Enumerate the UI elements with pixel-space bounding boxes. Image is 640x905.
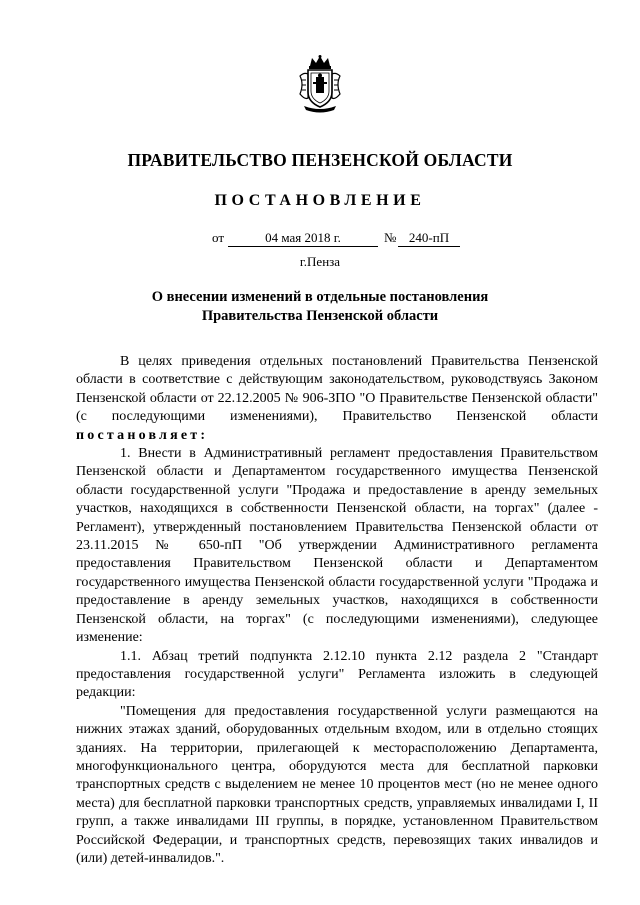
- city: г.Пенза: [299, 254, 341, 269]
- resolution-word: постановляет:: [76, 427, 209, 443]
- document-body: [76, 353, 598, 868]
- number-prefix: №: [384, 230, 397, 245]
- organization-name: ПРАВИТЕЛЬСТВО ПЕНЗЕНСКОЙ ОБЛАСТИ: [127, 150, 513, 170]
- paragraph-quote: "Помещения для предоставления государственной услуги размещаются на нижних этажах зданий, оборудованных отдельным входом, или в отдельно стоящих зданиях. На территории, прилегающей к месторасположению Департамента, многофункционального центра, оборудуются места для бесплатной парковки транспортных средств с выделением не менее 10 процентов мест (но не менее одного места) для бесплатной парковки транспортных средств, управляемых инвалидами I, II групп, а также инвалидами III группы, в порядке, установленном Правительством Российской Федерации, и транспортных средств, перевозящих таких инвалидов и (или) детей-инвалидов.".: [76, 703, 598, 866]
- title-line-2: Правительства Пензенской области: [201, 308, 439, 324]
- paragraph-1-1: 1.1. Абзац третий подпункта 2.12.10 пункта 2.12 раздела 2 "Стандарт предоставления государственной услуги" Регламента изложить в следующей редакции:: [76, 648, 598, 701]
- paragraph-1: 1. Внести в Административный регламент предоставления Правительством Пензенской области и Департаментом государственного имущества Пензенской области государственной услуги "Продажа и предоставление в аренду земельных участков, находящихся в собственности Пензенской области, на торгах" (далее - Регламент), утвержденный постановлением Правительства Пензенской области от 23.11.2015 № 650-пП "Об утверждении Административного регламента предоставления Правительством Пензенской области и Департаментом государственного имущества Пензенской области государственной услуги "Продажа и предоставление в аренду земельных участков, находящихся в собственности Пензенской области, на торгах" (с последующими изменениями), следующее изменение:: [76, 446, 598, 646]
- document-date: 04 мая 2018 г.: [228, 230, 378, 247]
- document-number: 240-пП: [398, 230, 460, 247]
- date-prefix: от: [212, 230, 225, 245]
- document-title: [0, 288, 640, 326]
- title-line-1: О внесении изменений в отдельные постановления: [151, 289, 489, 305]
- preamble-text: В целях приведения отдельных постановлений Правительства Пензенской области в соответствие с действующим законодательством, руководствуясь Законом Пензенской области от 22.12.2005 № 906-ЗПО "О Правительстве Пензенской области" (с последующими изменениями), Правительство Пензенской области: [76, 354, 598, 425]
- coat-of-arms-icon: [296, 54, 344, 114]
- paragraph-preamble: [76, 353, 598, 445]
- document-type: ПОСТАНОВЛЕНИЕ: [214, 192, 426, 209]
